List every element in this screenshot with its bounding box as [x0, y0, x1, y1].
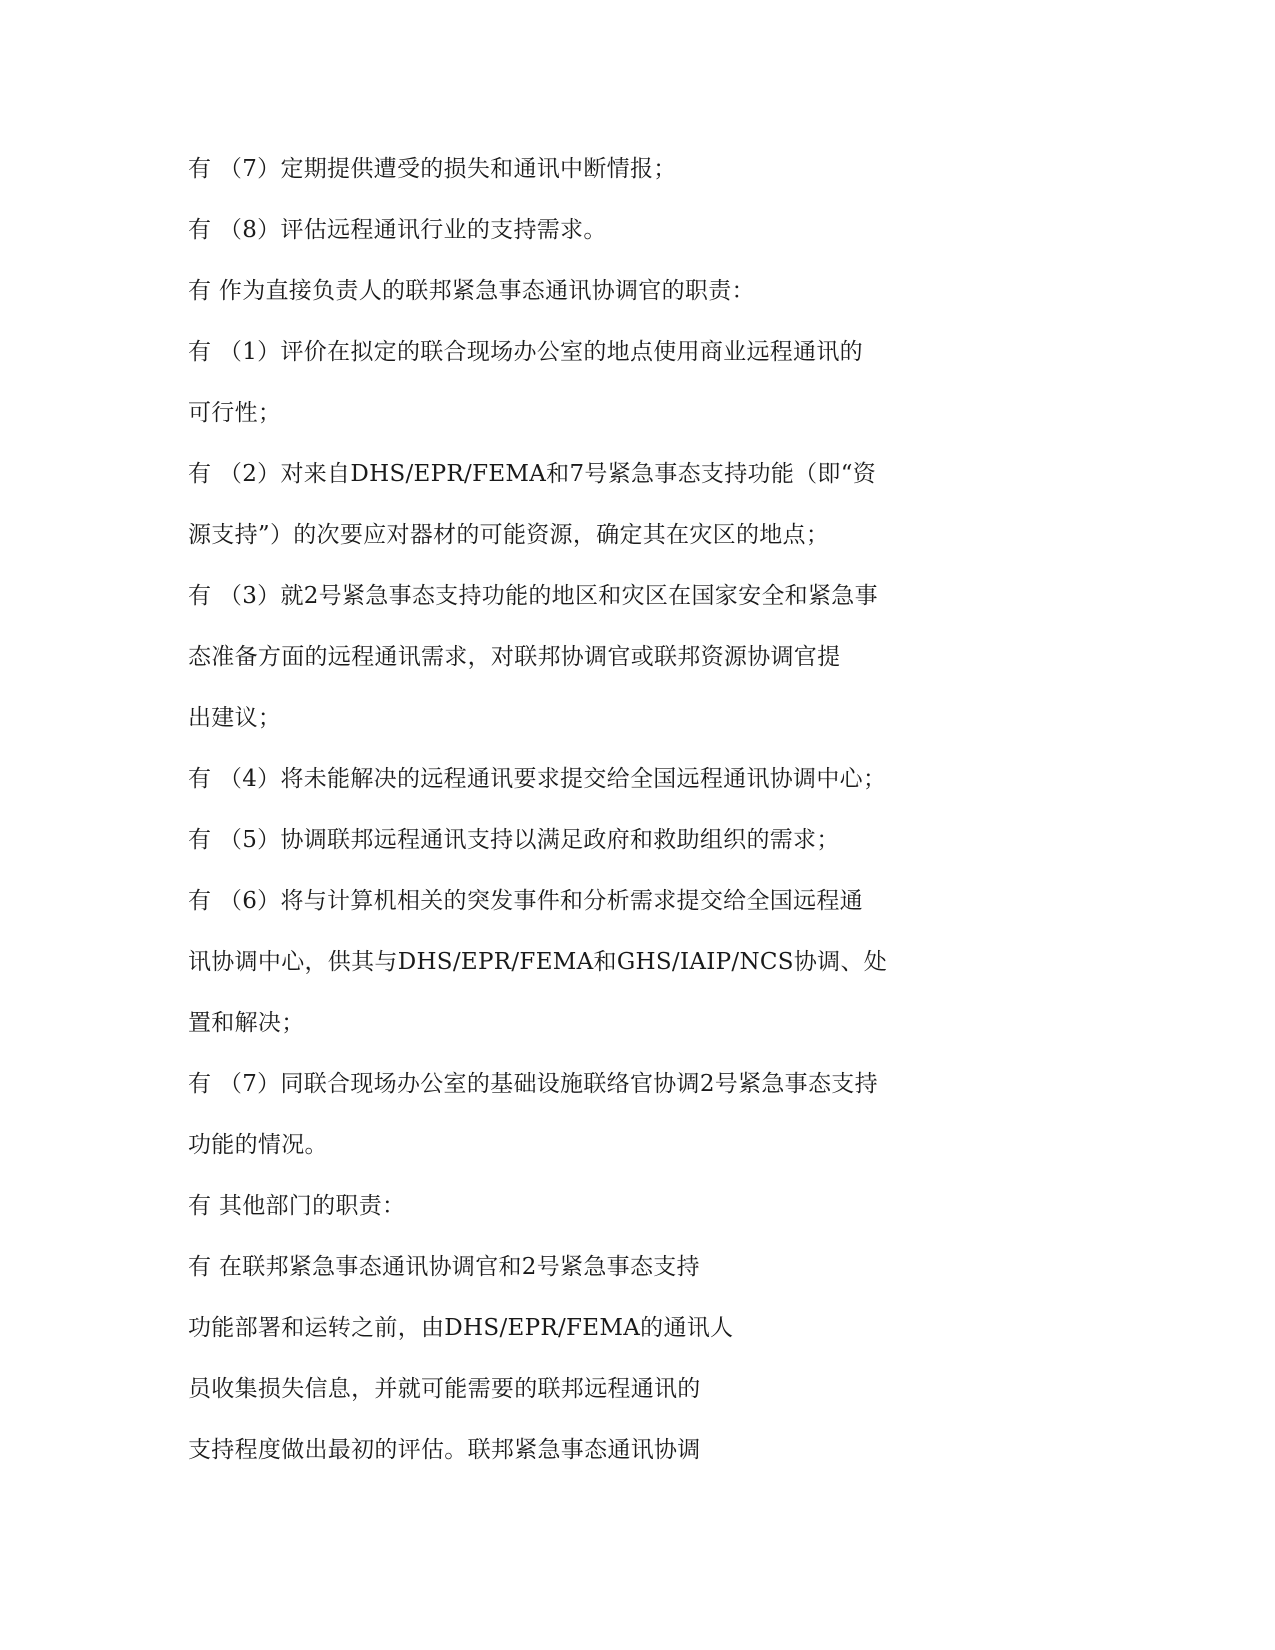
text-line: 员收集损失信息，并就可能需要的联邦远程通讯的	[188, 1376, 701, 1402]
body-text	[188, 139, 1188, 1481]
text-line: 有 （1）评价在拟定的联合现场办公室的地点使用商业远程通讯的	[188, 339, 863, 365]
text-line: 有 （5）协调联邦远程通讯支持以满足政府和救助组织的需求；	[188, 827, 840, 853]
text-line: 可行性；	[188, 400, 282, 426]
text-line: 有 （6）将与计算机相关的突发事件和分析需求提交给全国远程通	[188, 888, 863, 914]
text-line: 有 （2）对来自DHS/EPR/FEMA和7号紧急事态支持功能（即“资	[188, 461, 877, 487]
text-line: 有 （8）评估远程通讯行业的支持需求。	[188, 217, 607, 243]
text-line: 功能的情况。	[188, 1132, 328, 1158]
text-line: 有 在联邦紧急事态通讯协调官和2号紧急事态支持	[188, 1254, 700, 1280]
text-line: 置和解决；	[188, 1010, 305, 1036]
text-line: 支持程度做出最初的评估。联邦紧急事态通讯协调	[188, 1437, 701, 1463]
text-line: 出建议；	[188, 705, 282, 731]
text-line: 有 （3）就2号紧急事态支持功能的地区和灾区在国家安全和紧急事	[188, 583, 878, 609]
text-line: 源支持”）的次要应对器材的可能资源，确定其在灾区的地点；	[188, 522, 830, 548]
text-line: 态准备方面的远程通讯需求，对联邦协调官或联邦资源协调官提	[188, 644, 841, 670]
text-line: 有 （7）定期提供遭受的损失和通讯中断情报；	[188, 156, 677, 182]
text-line: 有 其他部门的职责：	[188, 1193, 406, 1219]
text-line: 讯协调中心，供其与DHS/EPR/FEMA和GHS/IAIP/NCS协调、处	[188, 949, 888, 975]
text-line: 有 （7）同联合现场办公室的基础设施联络官协调2号紧急事态支持	[188, 1071, 878, 1097]
text-line: 功能部署和运转之前，由DHS/EPR/FEMA的通讯人	[188, 1315, 734, 1341]
text-line: 有 （4）将未能解决的远程通讯要求提交给全国远程通讯协调中心；	[188, 766, 887, 792]
text-line: 有 作为直接负责人的联邦紧急事态通讯协调官的职责：	[188, 278, 755, 304]
